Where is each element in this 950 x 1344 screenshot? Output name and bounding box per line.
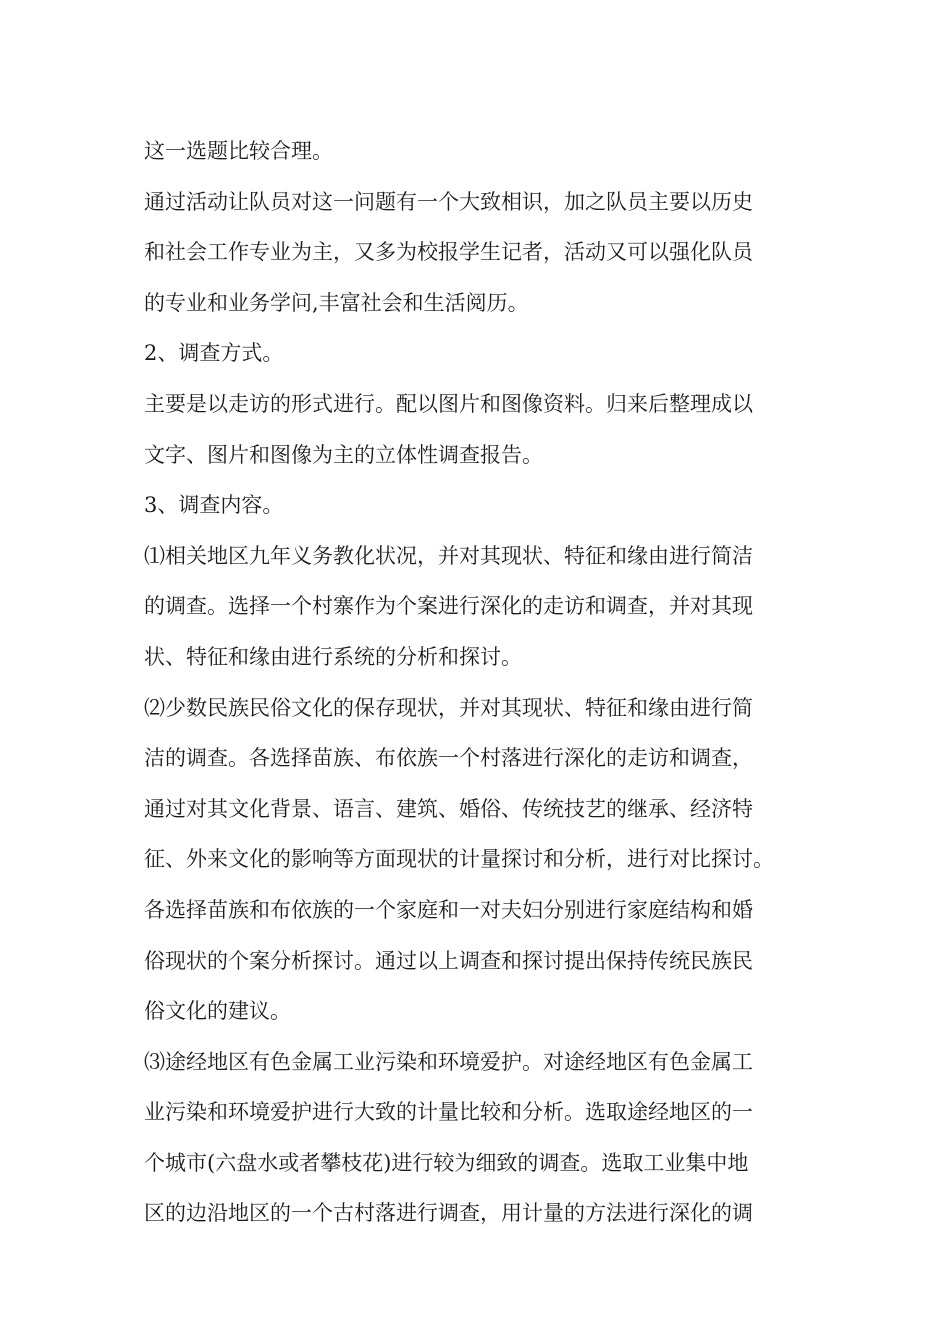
text-line: 通过对其文化背景、语言、建筑、婚俗、传统技艺的继承、经济特 xyxy=(144,796,753,821)
text-line: 俗现状的个案分析探讨。通过以上调查和探讨提出保持传统民族民 xyxy=(144,948,753,973)
text-line: 个城市(六盘水或者攀枝花)进行较为细致的调查。选取工业集中地 xyxy=(144,1150,749,1175)
text-line: 这一选题比较合理。 xyxy=(144,139,333,163)
text-line: 区的边沿地区的一个古村落进行调查，用计量的方法进行深化的调 xyxy=(144,1201,753,1226)
text-line: 征、外来文化的影响等方面现状的计量探讨和分析，进行对比探讨。 xyxy=(144,847,774,872)
text-line: 状、特征和缘由进行系统的分析和探讨。 xyxy=(144,644,522,669)
text-line: 俗文化的建议。 xyxy=(144,999,291,1024)
text-line: 业污染和环境爱护进行大致的计量比较和分析。选取途经地区的一 xyxy=(144,1100,753,1125)
section-heading: 3、调查内容。 xyxy=(144,493,284,518)
section-heading: 2、调查方式。 xyxy=(144,341,284,366)
body-text xyxy=(144,126,834,1239)
text-line: 的专业和业务学问,丰富社会和生活阅历。 xyxy=(144,290,529,315)
text-line: 和社会工作专业为主，又多为校报学生记者，活动又可以强化队员 xyxy=(144,240,753,265)
text-line: 洁的调查。各选择苗族、布依族一个村落进行深化的走访和调查， xyxy=(144,746,753,771)
text-line: 通过活动让队员对这一问题有一个大致相识，加之队员主要以历史 xyxy=(144,189,753,214)
text-line: ⑴相关地区九年义务教化状况，并对其现状、特征和缘由进行简洁 xyxy=(144,543,753,568)
text-line: 的调查。选择一个村寨作为个案进行深化的走访和调查，并对其现 xyxy=(144,594,753,619)
text-line: ⑵少数民族民俗文化的保存现状，并对其现状、特征和缘由进行简 xyxy=(144,695,753,720)
text-line: 文字、图片和图像为主的立体性调查报告。 xyxy=(144,442,543,467)
text-line: ⑶途经地区有色金属工业污染和环境爱护。对途经地区有色金属工 xyxy=(144,1049,753,1074)
text-line: 主要是以走访的形式进行。配以图片和图像资料。归来后整理成以 xyxy=(144,391,753,416)
text-line: 各选择苗族和布依族的一个家庭和一对夫妇分别进行家庭结构和婚 xyxy=(144,897,753,922)
